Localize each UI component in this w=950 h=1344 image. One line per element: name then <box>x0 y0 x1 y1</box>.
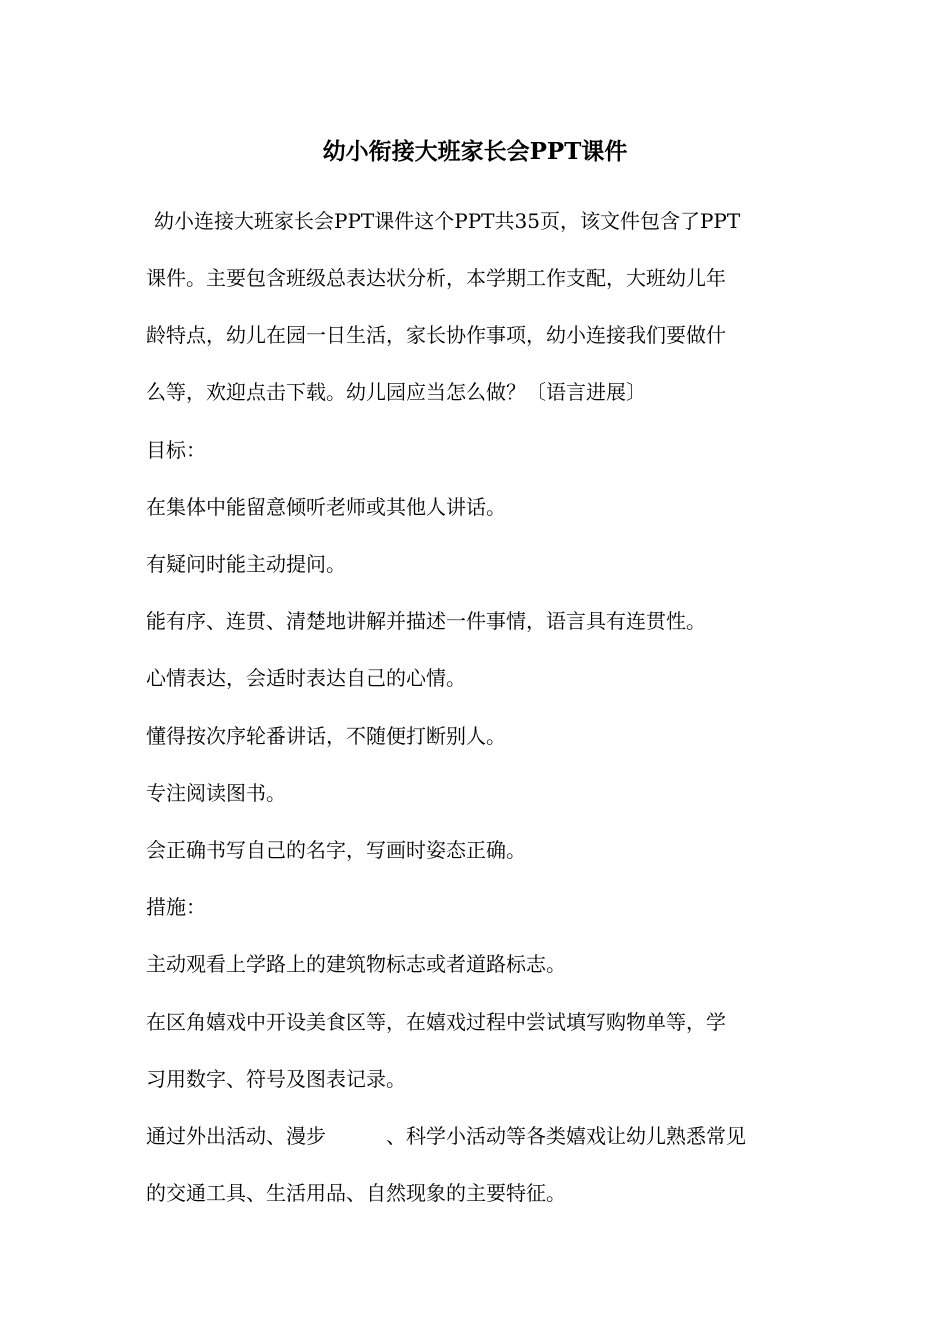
measure-item: 主动观看上学路上的建筑物标志或者道路标志。 <box>146 952 566 976</box>
measure-item: 习用数字、符号及图表记录。 <box>146 1067 406 1091</box>
intro-line-4: 么等，欢迎点击下载。幼儿园应当怎么做？〔语言进展〕 <box>146 380 646 404</box>
goal-item: 专注阅读图书。 <box>146 781 286 805</box>
measures-heading: 措施： <box>146 895 206 919</box>
goal-item: 心情表达，会适时表达自己的心情。 <box>146 666 466 690</box>
intro-line-1: 幼小连接大班家长会PPT课件这个PPT共35页，该文件包含了PPT <box>154 209 741 233</box>
goal-item: 能有序、连贯、清楚地讲解并描述一件事情，语言具有连贯性。 <box>146 609 706 633</box>
document-title: 幼小衔接大班家长会PPT课件 <box>322 138 628 165</box>
measure-item: 通过外出活动、漫步 、科学小活动等各类嬉戏让幼儿熟悉常见 <box>146 1124 746 1148</box>
measure-item: 的交通工具、生活用品、自然现象的主要特征。 <box>146 1181 566 1205</box>
goal-item: 在集体中能留意倾听老师或其他人讲话。 <box>146 495 506 519</box>
intro-line-2: 课件。主要包含班级总表达状分析，本学期工作支配，大班幼儿年 <box>146 266 726 290</box>
measure-item: 在区角嬉戏中开设美食区等，在嬉戏过程中尝试填写购物单等，学 <box>146 1010 726 1034</box>
goal-item: 会正确书写自己的名字，写画时姿态正确。 <box>146 838 526 862</box>
goal-item: 有疑问时能主动提问。 <box>146 552 346 576</box>
goals-heading: 目标： <box>146 438 206 462</box>
goal-item: 懂得按次序轮番讲话，不随便打断别人。 <box>146 724 506 748</box>
intro-line-3: 龄特点，幼儿在园一日生活，家长协作事项，幼小连接我们要做什 <box>146 323 726 347</box>
